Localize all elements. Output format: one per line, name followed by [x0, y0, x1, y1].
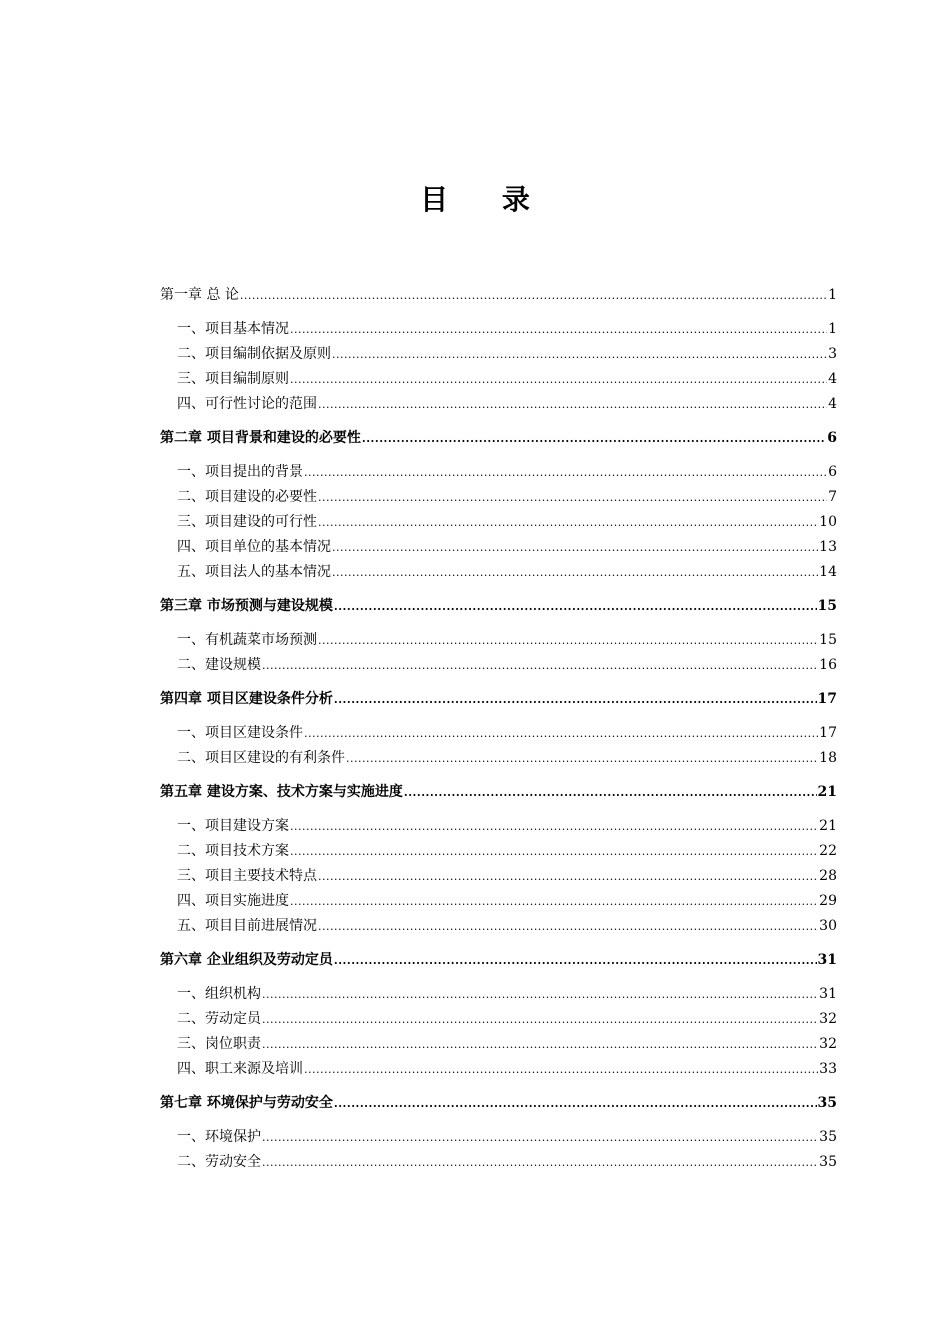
- toc-section-entry[interactable]: [160, 982, 837, 1007]
- toc-dot-leader: [262, 1150, 818, 1175]
- toc-dot-leader: [346, 746, 818, 771]
- toc-section-entry[interactable]: [160, 864, 837, 889]
- toc-dot-leader: [404, 780, 817, 805]
- toc-page-number: 10: [819, 514, 837, 530]
- toc-section-entry[interactable]: [160, 392, 837, 417]
- toc-page-number: 31: [817, 952, 837, 968]
- toc-page-number: 22: [819, 843, 837, 859]
- toc-dot-leader: [318, 914, 818, 939]
- toc-entry-label: 二、建设规模: [177, 657, 261, 673]
- toc-entry-label: 三、项目编制原则: [177, 371, 289, 387]
- toc-dot-leader: [262, 653, 818, 678]
- toc-page-number: 4: [828, 396, 837, 412]
- toc-page-number: 14: [819, 564, 837, 580]
- toc-entry-label: 二、项目区建设的有利条件: [177, 750, 345, 766]
- toc-dot-leader: [304, 1057, 818, 1082]
- toc-chapter-entry[interactable]: [160, 780, 837, 805]
- toc-dot-leader: [290, 839, 818, 864]
- toc-dot-leader: [332, 342, 827, 367]
- toc-dot-leader: [262, 1032, 818, 1057]
- toc-dot-leader: [304, 460, 827, 485]
- toc-section-entry[interactable]: [160, 510, 837, 535]
- toc-page-number: 35: [817, 1095, 837, 1111]
- toc-dot-leader: [318, 864, 818, 889]
- toc-page-number: 15: [817, 598, 837, 614]
- toc-page-number: 32: [819, 1036, 837, 1052]
- toc-page-number: 3: [828, 346, 837, 362]
- toc-section-entry[interactable]: [160, 839, 837, 864]
- toc-section-entry[interactable]: [160, 560, 837, 585]
- toc-entry-label: 二、劳动安全: [177, 1154, 261, 1170]
- toc-page-number: 7: [828, 489, 837, 505]
- toc-section-entry[interactable]: [160, 535, 837, 560]
- toc-dot-leader: [290, 889, 818, 914]
- toc-chapter-entry[interactable]: [160, 948, 837, 973]
- toc-section-entry[interactable]: [160, 1032, 837, 1057]
- toc-chapter-entry[interactable]: [160, 594, 837, 619]
- toc-page-number: 29: [819, 893, 837, 909]
- toc-entry-label: 一、环境保护: [177, 1129, 261, 1145]
- toc-entry-label: 三、项目建设的可行性: [177, 514, 317, 530]
- toc-entry-label: 四、项目实施进度: [177, 893, 289, 909]
- toc-chapter-entry[interactable]: [160, 283, 837, 308]
- toc-page-number: 28: [819, 868, 837, 884]
- toc-entry-label: 四、可行性讨论的范围: [177, 396, 317, 412]
- toc-section-entry[interactable]: [160, 746, 837, 771]
- toc-page-number: 6: [828, 464, 837, 480]
- toc-section-entry[interactable]: [160, 485, 837, 510]
- toc-chapter-entry[interactable]: [160, 687, 837, 712]
- toc-entry-label: 第二章 项目背景和建设的必要性: [160, 430, 361, 446]
- toc-page-number: 18: [819, 750, 837, 766]
- toc-entry-label: 一、项目基本情况: [177, 321, 289, 337]
- toc-entry-label: 第五章 建设方案、技术方案与实施进度: [160, 784, 403, 800]
- toc-entry-label: 一、项目建设方案: [177, 818, 289, 834]
- toc-page-number: 1: [828, 321, 837, 337]
- table-of-contents: [160, 283, 837, 1175]
- toc-entry-label: 一、项目区建设条件: [177, 725, 303, 741]
- toc-dot-leader: [262, 982, 818, 1007]
- toc-entry-label: 一、组织机构: [177, 986, 261, 1002]
- toc-dot-leader: [290, 317, 827, 342]
- toc-entry-label: 一、项目提出的背景: [177, 464, 303, 480]
- toc-page-number: 6: [827, 430, 837, 446]
- toc-page-number: 35: [819, 1154, 837, 1170]
- toc-page-number: 30: [819, 918, 837, 934]
- toc-dot-leader: [334, 1091, 817, 1116]
- toc-entry-label: 三、岗位职责: [177, 1036, 261, 1052]
- toc-page-number: 31: [819, 986, 837, 1002]
- toc-page-number: 35: [819, 1129, 837, 1145]
- page-title: 目 录: [420, 183, 552, 216]
- toc-page-number: 17: [817, 691, 837, 707]
- toc-entry-label: 四、职工来源及培训: [177, 1061, 303, 1077]
- toc-entry-label: 五、项目目前进展情况: [177, 918, 317, 934]
- toc-page-number: 21: [817, 784, 837, 800]
- toc-section-entry[interactable]: [160, 653, 837, 678]
- toc-chapter-entry[interactable]: [160, 1091, 837, 1116]
- toc-page-number: 13: [819, 539, 837, 555]
- toc-section-entry[interactable]: [160, 1007, 837, 1032]
- toc-section-entry[interactable]: [160, 1057, 837, 1082]
- toc-section-entry[interactable]: [160, 317, 837, 342]
- toc-dot-leader: [318, 392, 827, 417]
- toc-section-entry[interactable]: [160, 628, 837, 653]
- toc-page-number: 16: [819, 657, 837, 673]
- toc-entry-label: 二、项目建设的必要性: [177, 489, 317, 505]
- toc-entry-label: 四、项目单位的基本情况: [177, 539, 331, 555]
- toc-section-entry[interactable]: [160, 889, 837, 914]
- toc-page-number: 1: [828, 287, 837, 303]
- toc-section-entry[interactable]: [160, 367, 837, 392]
- toc-entry-label: 第六章 企业组织及劳动定员: [160, 952, 333, 968]
- toc-chapter-entry[interactable]: [160, 426, 837, 451]
- toc-dot-leader: [334, 948, 817, 973]
- toc-dot-leader: [332, 560, 818, 585]
- toc-page-number: 21: [819, 818, 837, 834]
- toc-section-entry[interactable]: [160, 342, 837, 367]
- toc-page-number: 32: [819, 1011, 837, 1027]
- toc-entry-label: 二、劳动定员: [177, 1011, 261, 1027]
- toc-entry-label: 五、项目法人的基本情况: [177, 564, 331, 580]
- toc-entry-label: 二、项目技术方案: [177, 843, 289, 859]
- toc-section-entry[interactable]: [160, 1125, 837, 1150]
- toc-dot-leader: [332, 535, 818, 560]
- toc-dot-leader: [290, 814, 818, 839]
- toc-dot-leader: [318, 485, 827, 510]
- toc-dot-leader: [240, 283, 827, 308]
- toc-page-number: 33: [819, 1061, 837, 1077]
- toc-entry-label: 第三章 市场预测与建设规模: [160, 598, 333, 614]
- toc-dot-leader: [262, 1007, 818, 1032]
- toc-dot-leader: [318, 510, 818, 535]
- toc-dot-leader: [290, 367, 827, 392]
- toc-section-entry[interactable]: [160, 721, 837, 746]
- toc-page-number: 4: [828, 371, 837, 387]
- toc-section-entry[interactable]: [160, 914, 837, 939]
- toc-section-entry[interactable]: [160, 814, 837, 839]
- toc-page-number: 15: [819, 632, 837, 648]
- toc-entry-label: 第七章 环境保护与劳动安全: [160, 1095, 333, 1111]
- toc-entry-label: 第一章 总 论: [160, 287, 239, 303]
- toc-entry-label: 二、项目编制依据及原则: [177, 346, 331, 362]
- toc-dot-leader: [334, 687, 817, 712]
- toc-entry-label: 一、有机蔬菜市场预测: [177, 632, 317, 648]
- toc-page-number: 17: [819, 725, 837, 741]
- toc-section-entry[interactable]: [160, 1150, 837, 1175]
- toc-entry-label: 第四章 项目区建设条件分析: [160, 691, 333, 707]
- toc-entry-label: 三、项目主要技术特点: [177, 868, 317, 884]
- toc-dot-leader: [304, 721, 818, 746]
- toc-dot-leader: [262, 1125, 818, 1150]
- toc-dot-leader: [334, 594, 817, 619]
- toc-dot-leader: [318, 628, 818, 653]
- toc-section-entry[interactable]: [160, 460, 837, 485]
- toc-dot-leader: [362, 426, 826, 451]
